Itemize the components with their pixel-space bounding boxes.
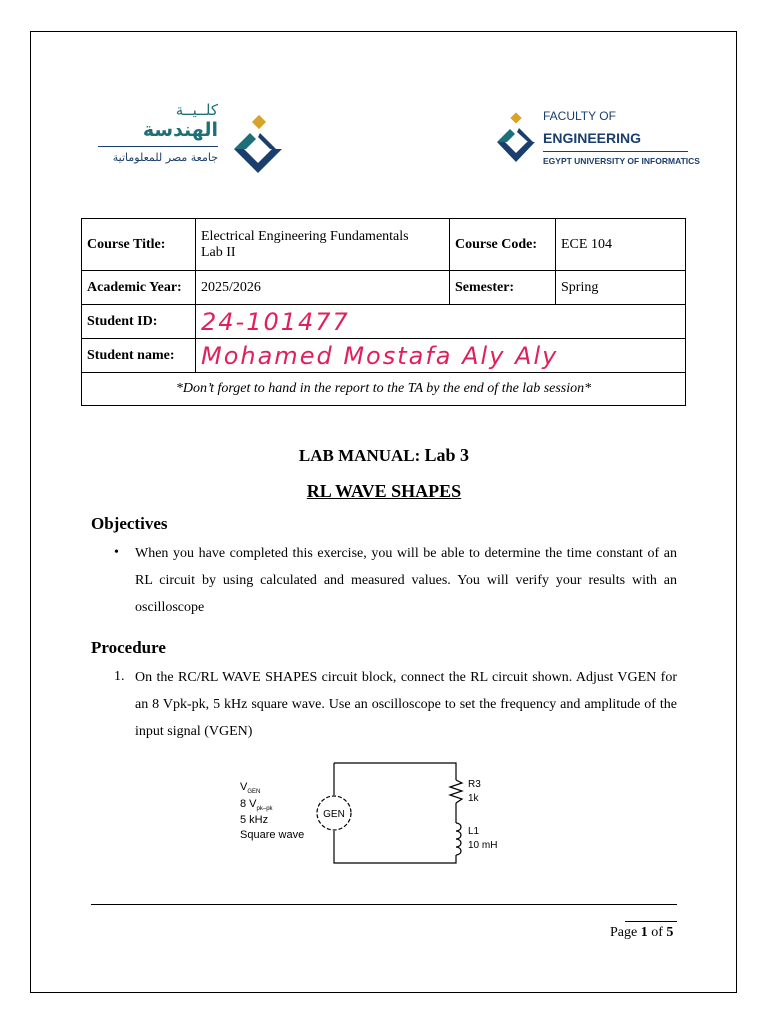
top-wire <box>334 763 456 780</box>
student-name-label: Student name: <box>82 339 196 373</box>
inductor-value: 10 mH <box>468 840 498 851</box>
student-name-value <box>196 339 686 373</box>
resistor-icon <box>450 780 462 803</box>
rl-circuit-diagram <box>232 755 522 870</box>
faculty-logo-arabic <box>98 101 288 181</box>
course-code-value: ECE 104 <box>556 219 686 271</box>
course-title-value-line2: Lab II <box>201 244 236 260</box>
course-info-table <box>81 218 686 406</box>
logo-divider <box>98 146 218 147</box>
report-reminder-note: *Don’t forget to hand in the report to the TA by the end of the lab session* <box>82 373 686 406</box>
course-title-value-line1: Electrical Engineering Fundamentals <box>201 228 409 244</box>
page-number <box>610 925 673 941</box>
table-row <box>82 271 686 305</box>
step-number: 1. <box>114 669 125 684</box>
vgen-label: $V_{GEN}$ <box>240 781 261 795</box>
objectives-text: When you have completed this exercise, you will be able to determine the time constant of an RL circuit by using calculated and measured values. You will verify your results with an oscilloscope <box>135 546 677 615</box>
student-name-handwriting: Mohamed Mostafa Aly Aly <box>201 341 559 370</box>
inductor-name: L1 <box>468 826 480 837</box>
step-text: On the RC/RL WAVE SHAPES circuit block, connect the RL circuit shown. Adjust VGEN for an 8 Vpk-pk, 5 kHz square wave. Use an oscilloscope to set the frequency and amplitude of the input signal (VGEN) <box>135 670 677 739</box>
resistor-value: 1k <box>468 793 479 804</box>
logo-line-engineering: ENGINEERING <box>543 130 642 146</box>
lab-manual-title <box>0 445 768 466</box>
lab-subtitle: RL WAVE SHAPES <box>306 481 462 501</box>
table-row <box>82 305 686 339</box>
academic-year-value: 2025/2026 <box>196 271 450 305</box>
student-id-value <box>196 305 686 339</box>
course-title-label: Course Title: <box>82 219 196 271</box>
bottom-wire <box>334 831 456 863</box>
logo-arabic-line3: جامعة مصر للمعلوماتية <box>112 151 218 164</box>
resistor-name: R3 <box>468 779 481 790</box>
university-emblem-icon <box>495 112 537 168</box>
academic-year-label: Academic Year: <box>82 271 196 305</box>
faculty-logo-english <box>495 106 700 176</box>
semester-label: Semester: <box>450 271 556 305</box>
semester-value: Spring <box>556 271 686 305</box>
table-row <box>82 373 686 406</box>
procedure-heading: Procedure <box>91 638 166 657</box>
course-code-label: Course Code: <box>450 219 556 271</box>
student-id-label: Student ID: <box>82 305 196 339</box>
page-number-rule <box>625 921 677 922</box>
student-id-handwriting: 24-101477 <box>201 307 350 336</box>
inductor-icon <box>456 823 461 855</box>
current-page: 1 <box>640 925 648 940</box>
frequency-label: 5 kHz <box>240 814 269 826</box>
logo-arabic-line2: الهندسة <box>142 119 218 141</box>
footer-rule <box>91 904 677 905</box>
of-word: of <box>651 925 663 940</box>
logo-rule <box>543 151 688 152</box>
waveform-label: Square wave <box>240 829 305 841</box>
lab-number: Lab 3 <box>424 445 470 465</box>
logo-line-university: EGYPT UNIVERSITY OF INFORMATICS <box>543 156 700 166</box>
page-word: Page <box>610 925 638 940</box>
logo-arabic-line1: كلــيــة <box>175 101 218 119</box>
logo-line-faculty-of: FACULTY OF <box>543 109 616 123</box>
generator-label: GEN <box>323 809 345 820</box>
course-title-value <box>196 219 450 271</box>
table-row <box>82 339 686 373</box>
objectives-heading: Objectives <box>91 514 168 533</box>
amplitude-label: 8 $V_{pk-pk}$ <box>240 798 273 812</box>
bullet-icon: • <box>114 545 119 560</box>
total-pages: 5 <box>666 925 674 940</box>
lab-manual-prefix: LAB MANUAL: <box>298 446 421 465</box>
university-emblem-icon <box>228 113 288 175</box>
table-row <box>82 219 686 271</box>
